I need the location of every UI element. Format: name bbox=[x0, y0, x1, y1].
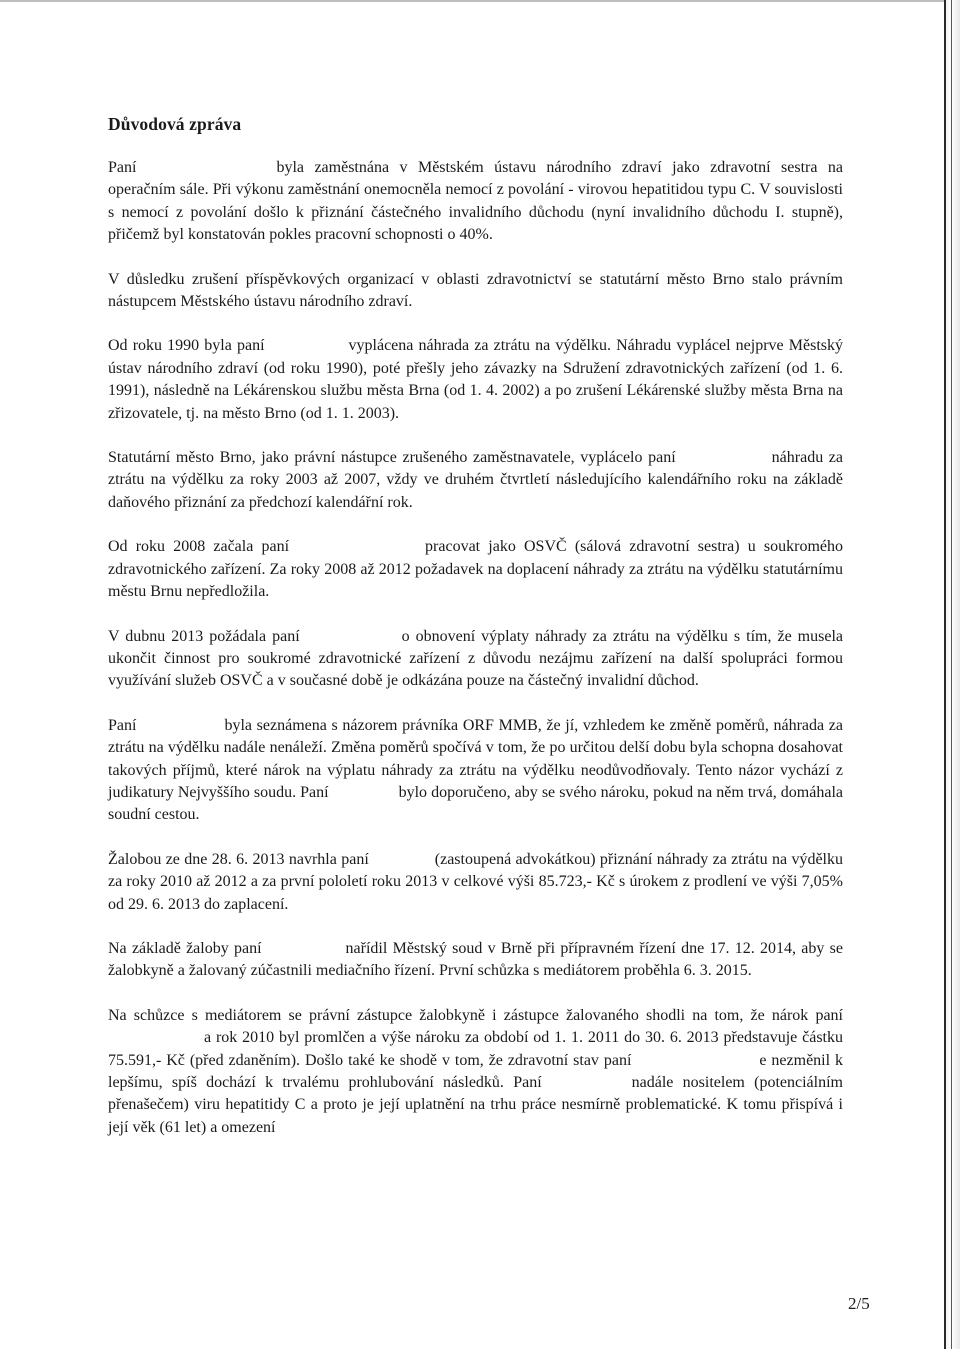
paragraph-text: V důsledku zrušení příspěvkových organizací v oblasti zdravotnictví se statutární město Brno stalo právním nástupcem Městského ústavu národního zdraví. bbox=[108, 270, 843, 311]
paragraph-text: Paní bbox=[108, 159, 137, 176]
paragraph-osvc bbox=[108, 536, 843, 603]
paragraph-text: Statutární město Brno, jako právní nástupce zrušeného zaměstnavatele, vyplácelo paní bbox=[108, 449, 676, 467]
paragraph-legal-opinion bbox=[108, 715, 843, 827]
scan-top-border bbox=[0, 0, 946, 2]
paragraph-text: V dubnu 2013 požádala paní bbox=[108, 627, 300, 645]
paragraph-text: Od roku 1990 byla paní bbox=[108, 337, 265, 355]
page-number: 2/5 bbox=[848, 1294, 870, 1313]
paragraph-text: Na schůzce s mediátorem se právní zástupce žalobkyně i zástupce žalovaného shodli na tom, že nárok paní bbox=[108, 1006, 843, 1024]
paragraph-text: nadále nositelem (potenciálním přenašečem) viru hepatitidy C a proto je její uplatnění na trhu práce nesmírně problematické. K tomu přispívá i její věk (61 let) a omezení bbox=[108, 1074, 843, 1136]
paragraph-mediation bbox=[108, 938, 843, 983]
paragraph-text: Na základě žaloby paní bbox=[108, 939, 262, 957]
paragraph-employment bbox=[108, 157, 843, 247]
paragraph-mediation-agreement bbox=[108, 1005, 843, 1139]
scan-right-edge bbox=[944, 0, 960, 1349]
paragraph-text: náhradu za ztrátu na výdělku za roky 2003 až 2007, vždy ve druhém čtvrtletí následujícího kalendářního roku na základě daňového přiznání za předchozí kalendářní rok. bbox=[108, 449, 844, 511]
paragraph-text: a rok 2010 byl promlčen a výše nároku za období od 1. 1. 2011 do 30. 6. 2013 představuje částku 75.591,- Kč (před zdaněním). Došlo také ke shodě v tom, že zdravotní stav paní bbox=[108, 1029, 843, 1069]
paragraph-text: e nezměnil k lepšímu, spíš dochází k trvalému prohlubování následků. Paní bbox=[108, 1051, 843, 1091]
paragraph-text: byla seznámena s názorem právníka ORF MMB, že jí, vzhledem ke změně poměrů, náhrada za ztrátu na výdělku nadále nenáleží. Změna poměrů spočívá v tom, že po určitou delší dobu byla schopna dosahovat takových příjmů, které nárok na výplatu náhrady za ztrátu na výdělku neodůvodňovaly. Tento názor vychází z judikatury Nejvyššího soudu. Paní bbox=[108, 716, 843, 801]
paragraph-text: Žalobou ze dne 28. 6. 2013 navrhla paní bbox=[108, 850, 369, 868]
paragraph-text: o obnovení výplaty náhrady za ztrátu na výdělku s tím, že musela ukončit činnost pro soukromé zdravotnické zařízení z důvodu nezájmu zařízení na další spolupráci formou využívání služeb OSVČ a v současné době je odkázána pouze na částečný invalidní důchod. bbox=[108, 627, 843, 690]
paragraph-text: bylo doporučeno, aby se svého nároku, pokud na něm trvá, domáhala soudní cestou. bbox=[108, 783, 843, 824]
paragraph-city-payments bbox=[108, 447, 843, 514]
paragraph-text: Od roku 2008 začala paní bbox=[108, 538, 290, 556]
paragraph-successor bbox=[108, 269, 843, 314]
paragraph-text: vyplácena náhrada za ztrátu na výdělku. Náhradu vyplácel nejprve Městský ústav národního zdraví (od roku 1990), poté přešly jeho závazky na Sdružení zdravotnických zařízení (od 1. 6. 1991), následně na Lékárenskou službu města Brna (od 1. 4. 2002) a po zrušení Lékárenské služby města Brna na zřizovatele, tj. na město Brno (od 1. 1. 2003). bbox=[108, 337, 843, 422]
paragraph-text: byla zaměstnána v Městském ústavu národního zdraví jako zdravotní sestra na operačním sále. Při výkonu zaměstnání onemocněla nemocí z povolání - virovou hepatitidou typu C. V souvislosti s nemocí z povolání došlo k přiznání částečného invalidního důchodu (nyní invalidního důchodu I. stupně), přičemž byl konstatován pokles pracovní schopnosti o 40%. bbox=[108, 159, 843, 244]
paragraph-request-2013 bbox=[108, 626, 843, 693]
paragraph-text: Paní bbox=[108, 716, 137, 734]
paragraph-text: pracovat jako OSVČ (sálová zdravotní sestra) u soukromého zdravotnického zařízení. Za roky 2008 až 2012 požadavek na doplacení náhrady za ztrátu na výdělku statutárnímu městu Brnu nepředložila. bbox=[108, 538, 843, 601]
paragraph-lawsuit bbox=[108, 849, 843, 916]
paragraph-text: nařídil Městský soud v Brně při přípravném řízení dne 17. 12. 2014, aby se žalobkyně a žalovaný zúčastnili mediačního řízení. První schůzka s mediátorem proběhla 6. 3. 2015. bbox=[108, 939, 843, 980]
paragraph-payments-history bbox=[108, 335, 843, 425]
paragraph-text: (zastoupená advokátkou) přiznání náhrady za ztrátu na výdělku za roky 2010 až 2012 a za první pololetí roku 2013 v celkové výši 85.723,- Kč s úrokem z prodlení ve výši 7,05% od 29. 6. 2013 do zaplacení. bbox=[108, 850, 843, 913]
document-title: Důvodová zpráva bbox=[108, 114, 242, 134]
document-page bbox=[108, 114, 843, 1161]
